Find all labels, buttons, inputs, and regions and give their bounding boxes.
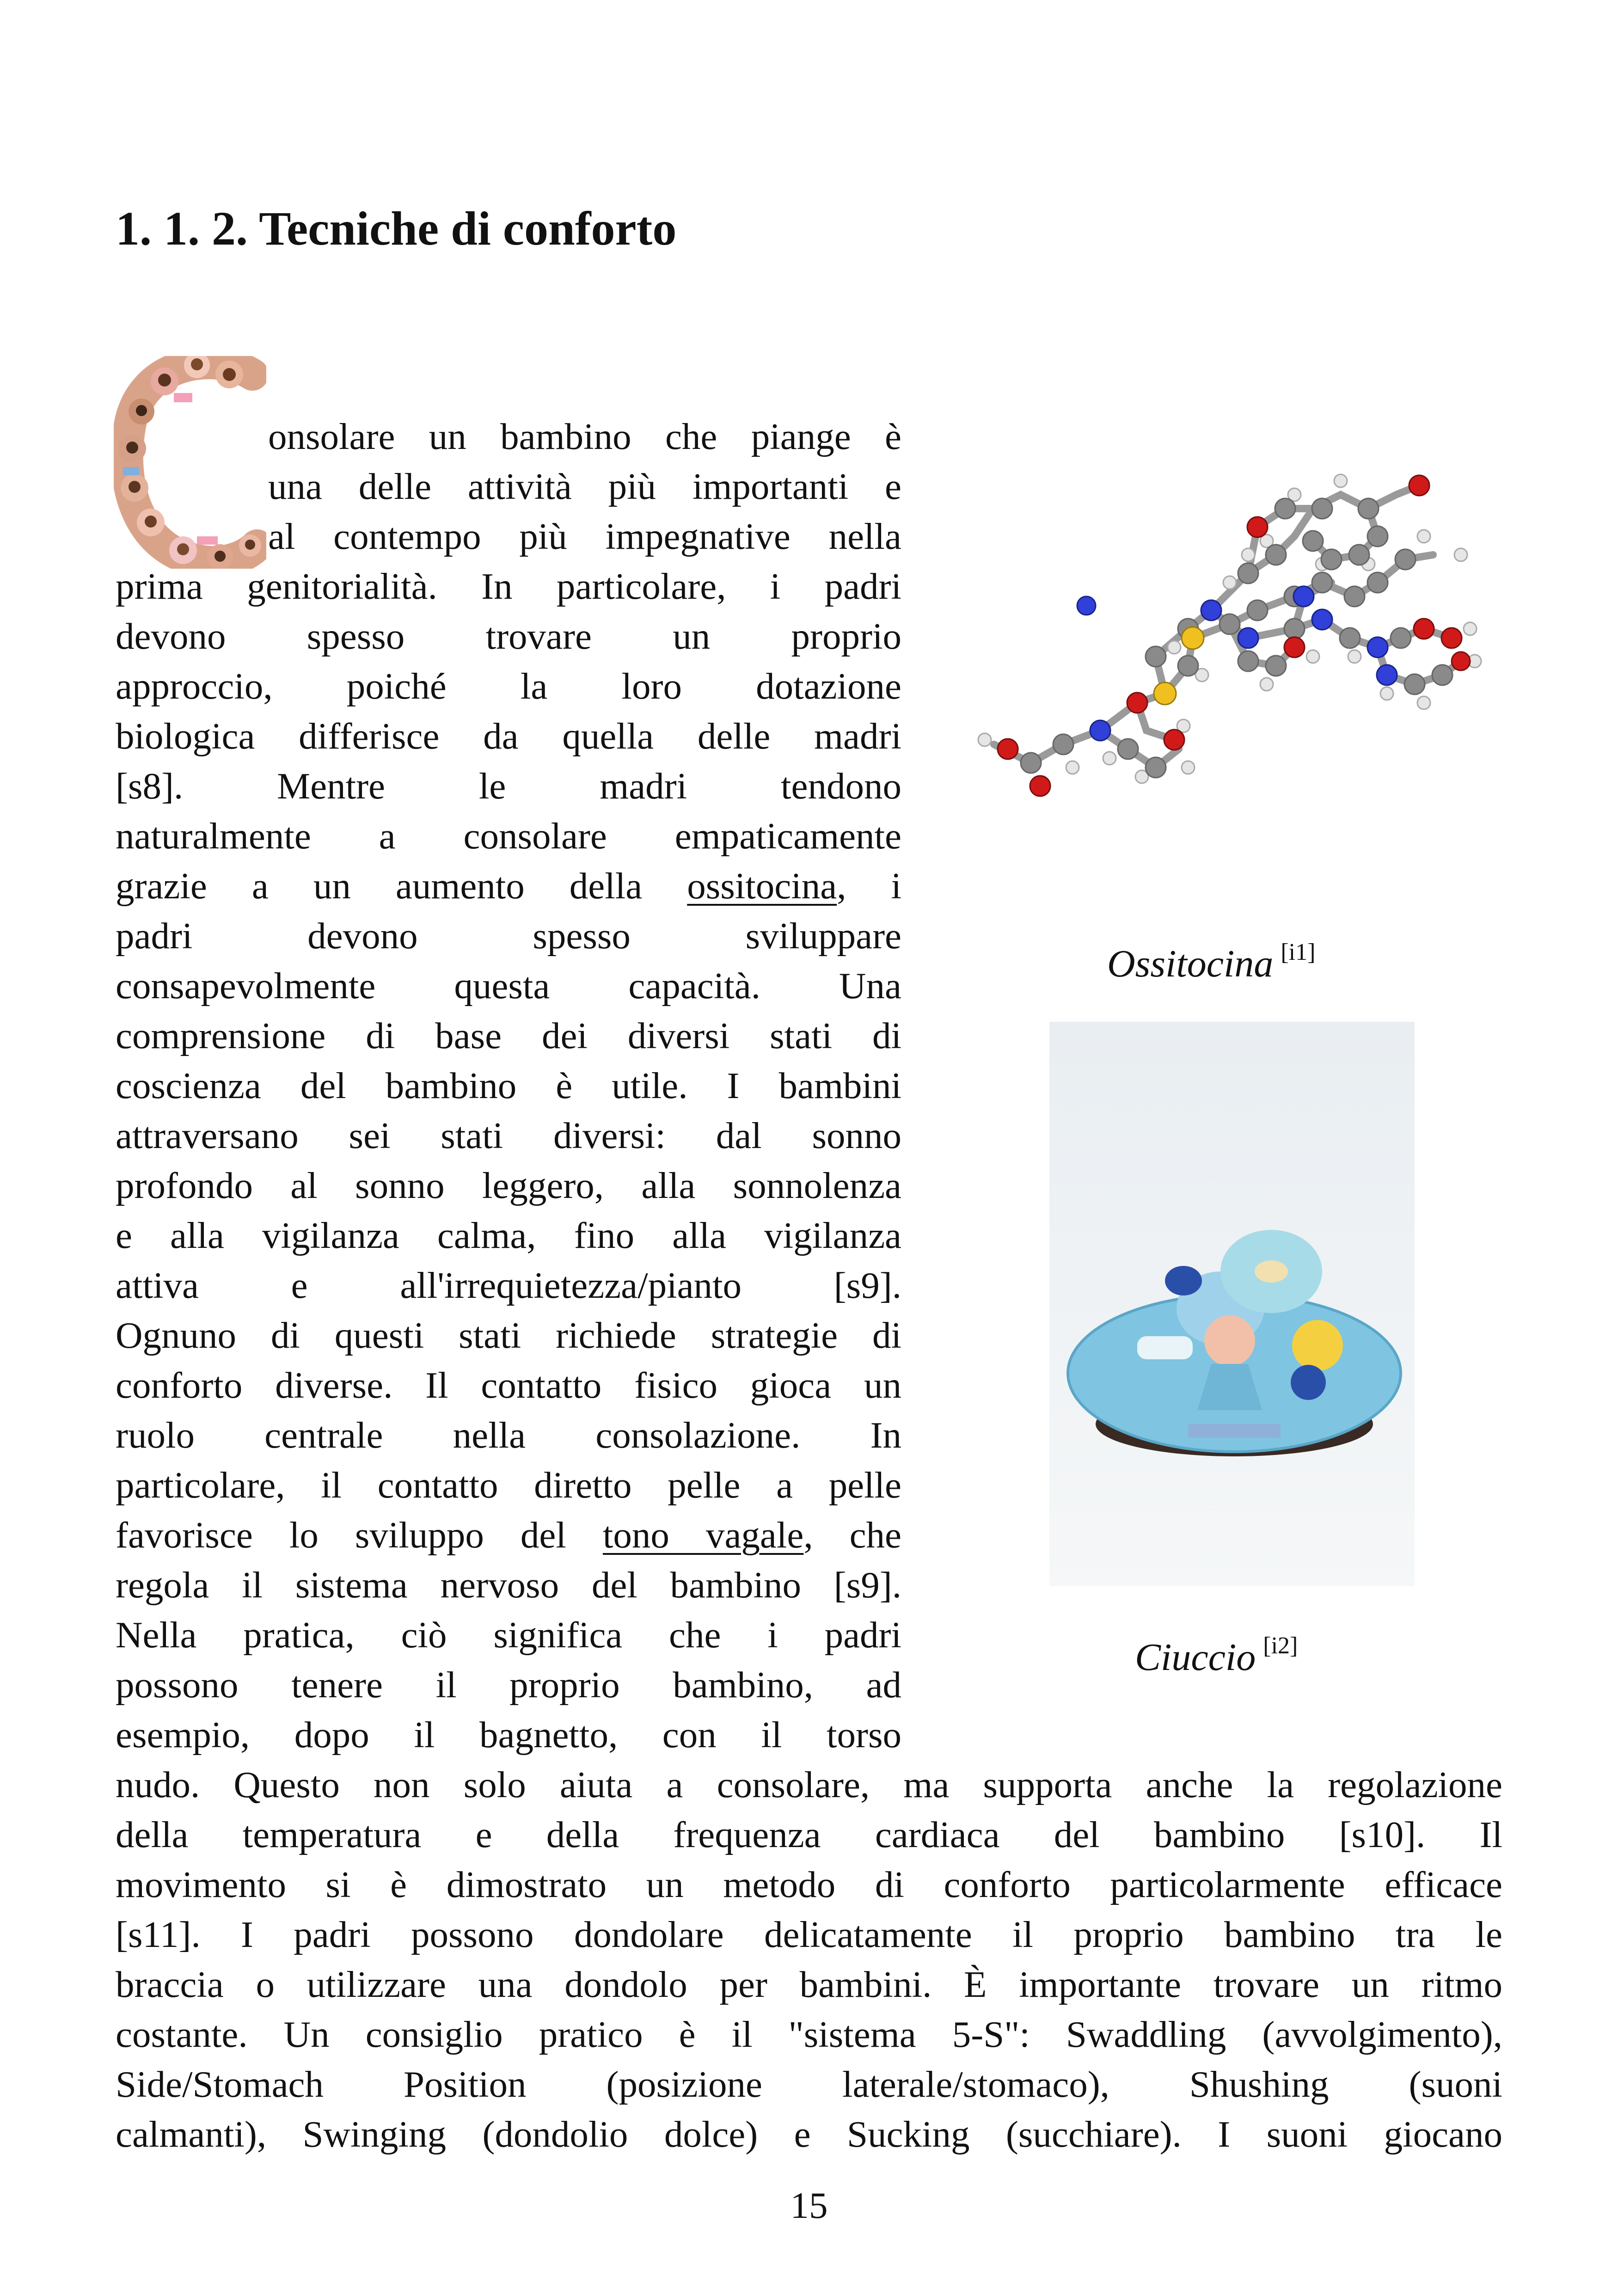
text-line-8: [s8]. Mentre le madri tendono <box>116 765 901 807</box>
text-line-7: biologica differisce da quella delle madri <box>116 715 901 757</box>
text-line-11: padri devono spesso sviluppare <box>116 915 901 957</box>
caption-text: Ossitocina <box>1107 942 1274 985</box>
text-line-21: ruolo centrale nella consolazione. In <box>116 1414 901 1456</box>
text-line-23 <box>116 1510 901 1560</box>
text-line-10 <box>116 861 901 911</box>
text-line-29: della temperatura e della frequenza cardiaca del bambino [s10]. Il <box>116 1814 1502 1855</box>
text-line-1: onsolare un bambino che piange è <box>268 416 901 457</box>
text-line-25: Nella pratica, ciò significa che i padri <box>116 1614 901 1656</box>
text-line-16: profondo al sonno leggero, alla sonnolenza <box>116 1165 901 1206</box>
text-line-12: consapevolmente questa capacità. Una <box>116 965 901 1007</box>
text-line-24: regola il sistema nervoso del bambino [s9]. <box>116 1564 901 1606</box>
text-run: , che <box>803 1514 901 1556</box>
dropcap-c-image <box>114 356 266 569</box>
text-line-33: costante. Un consiglio pratico è il "sistema 5-S": Swaddling (avvolgimento), <box>116 2014 1502 2055</box>
page-number: 15 <box>790 2185 828 2226</box>
text-run: , i <box>837 865 901 907</box>
section-heading: 1. 1. 2. Tecniche di conforto <box>116 202 677 255</box>
oxytocin-molecule-image <box>971 444 1489 860</box>
text-line-34: Side/Stomach Position (posizione laterale/stomaco), Shushing (suoni <box>116 2063 1502 2105</box>
text-line-3: al contempo più impegnative nella <box>268 516 901 557</box>
figure-caption-ciuccio <box>1135 1623 1298 1681</box>
text-line-2: una delle attività più importanti e <box>268 466 901 507</box>
text-line-15: attraversano sei stati diversi: dal sonno <box>116 1115 901 1156</box>
text-line-17: e alla vigilanza calma, fino alla vigilanza <box>116 1215 901 1256</box>
text-line-20: conforto diverse. Il contatto fisico gioca un <box>116 1364 901 1406</box>
caption-text: Ciuccio <box>1135 1636 1256 1679</box>
text-line-9: naturalmente a consolare empaticamente <box>116 815 901 857</box>
text-line-18: attiva e all'irrequietezza/pianto [s9]. <box>116 1265 901 1306</box>
text-line-22: particolare, il contatto diretto pelle a pelle <box>116 1464 901 1506</box>
link-ossitocina[interactable]: ossitocina <box>687 865 837 907</box>
text-line-27: esempio, dopo il bagnetto, con il torso <box>116 1714 901 1756</box>
text-line-5: devono spesso trovare un proprio <box>116 615 901 657</box>
image-reference: [i1] <box>1281 939 1316 965</box>
text-line-35: calmanti), Swinging (dondolio dolce) e Sucking (succhiare). I suoni giocano <box>116 2113 1502 2155</box>
image-reference: [i2] <box>1263 1633 1298 1659</box>
text-line-26: possono tenere il proprio bambino, ad <box>116 1664 901 1706</box>
text-line-32: braccia o utilizzare una dondolo per bambini. È importante trovare un ritmo <box>116 1964 1502 2005</box>
text-line-14: coscienza del bambino è utile. I bambini <box>116 1065 901 1106</box>
text-line-6: approccio, poiché la loro dotazione <box>116 665 901 707</box>
figure-caption-ossitocina <box>1107 929 1315 987</box>
text-line-19: Ognuno di questi stati richiede strategie di <box>116 1314 901 1356</box>
text-run: favorisce lo sviluppo del <box>116 1514 566 1556</box>
text-run: grazie a un aumento della <box>116 865 643 907</box>
text-line-30: movimento si è dimostrato un metodo di conforto particolarmente efficace <box>116 1864 1502 1905</box>
ciuccio-photo <box>1049 1022 1415 1586</box>
text-line-28: nudo. Questo non solo aiuta a consolare, ma supporta anche la regolazione <box>116 1764 1502 1805</box>
text-line-31: [s11]. I padri possono dondolare delicatamente il proprio bambino tra le <box>116 1914 1502 1955</box>
text-line-4: prima genitorialità. In particolare, i padri <box>116 565 901 607</box>
text-line-13: comprensione di base dei diversi stati di <box>116 1015 901 1056</box>
link-tono-vagale[interactable]: tono vagale <box>602 1514 804 1556</box>
